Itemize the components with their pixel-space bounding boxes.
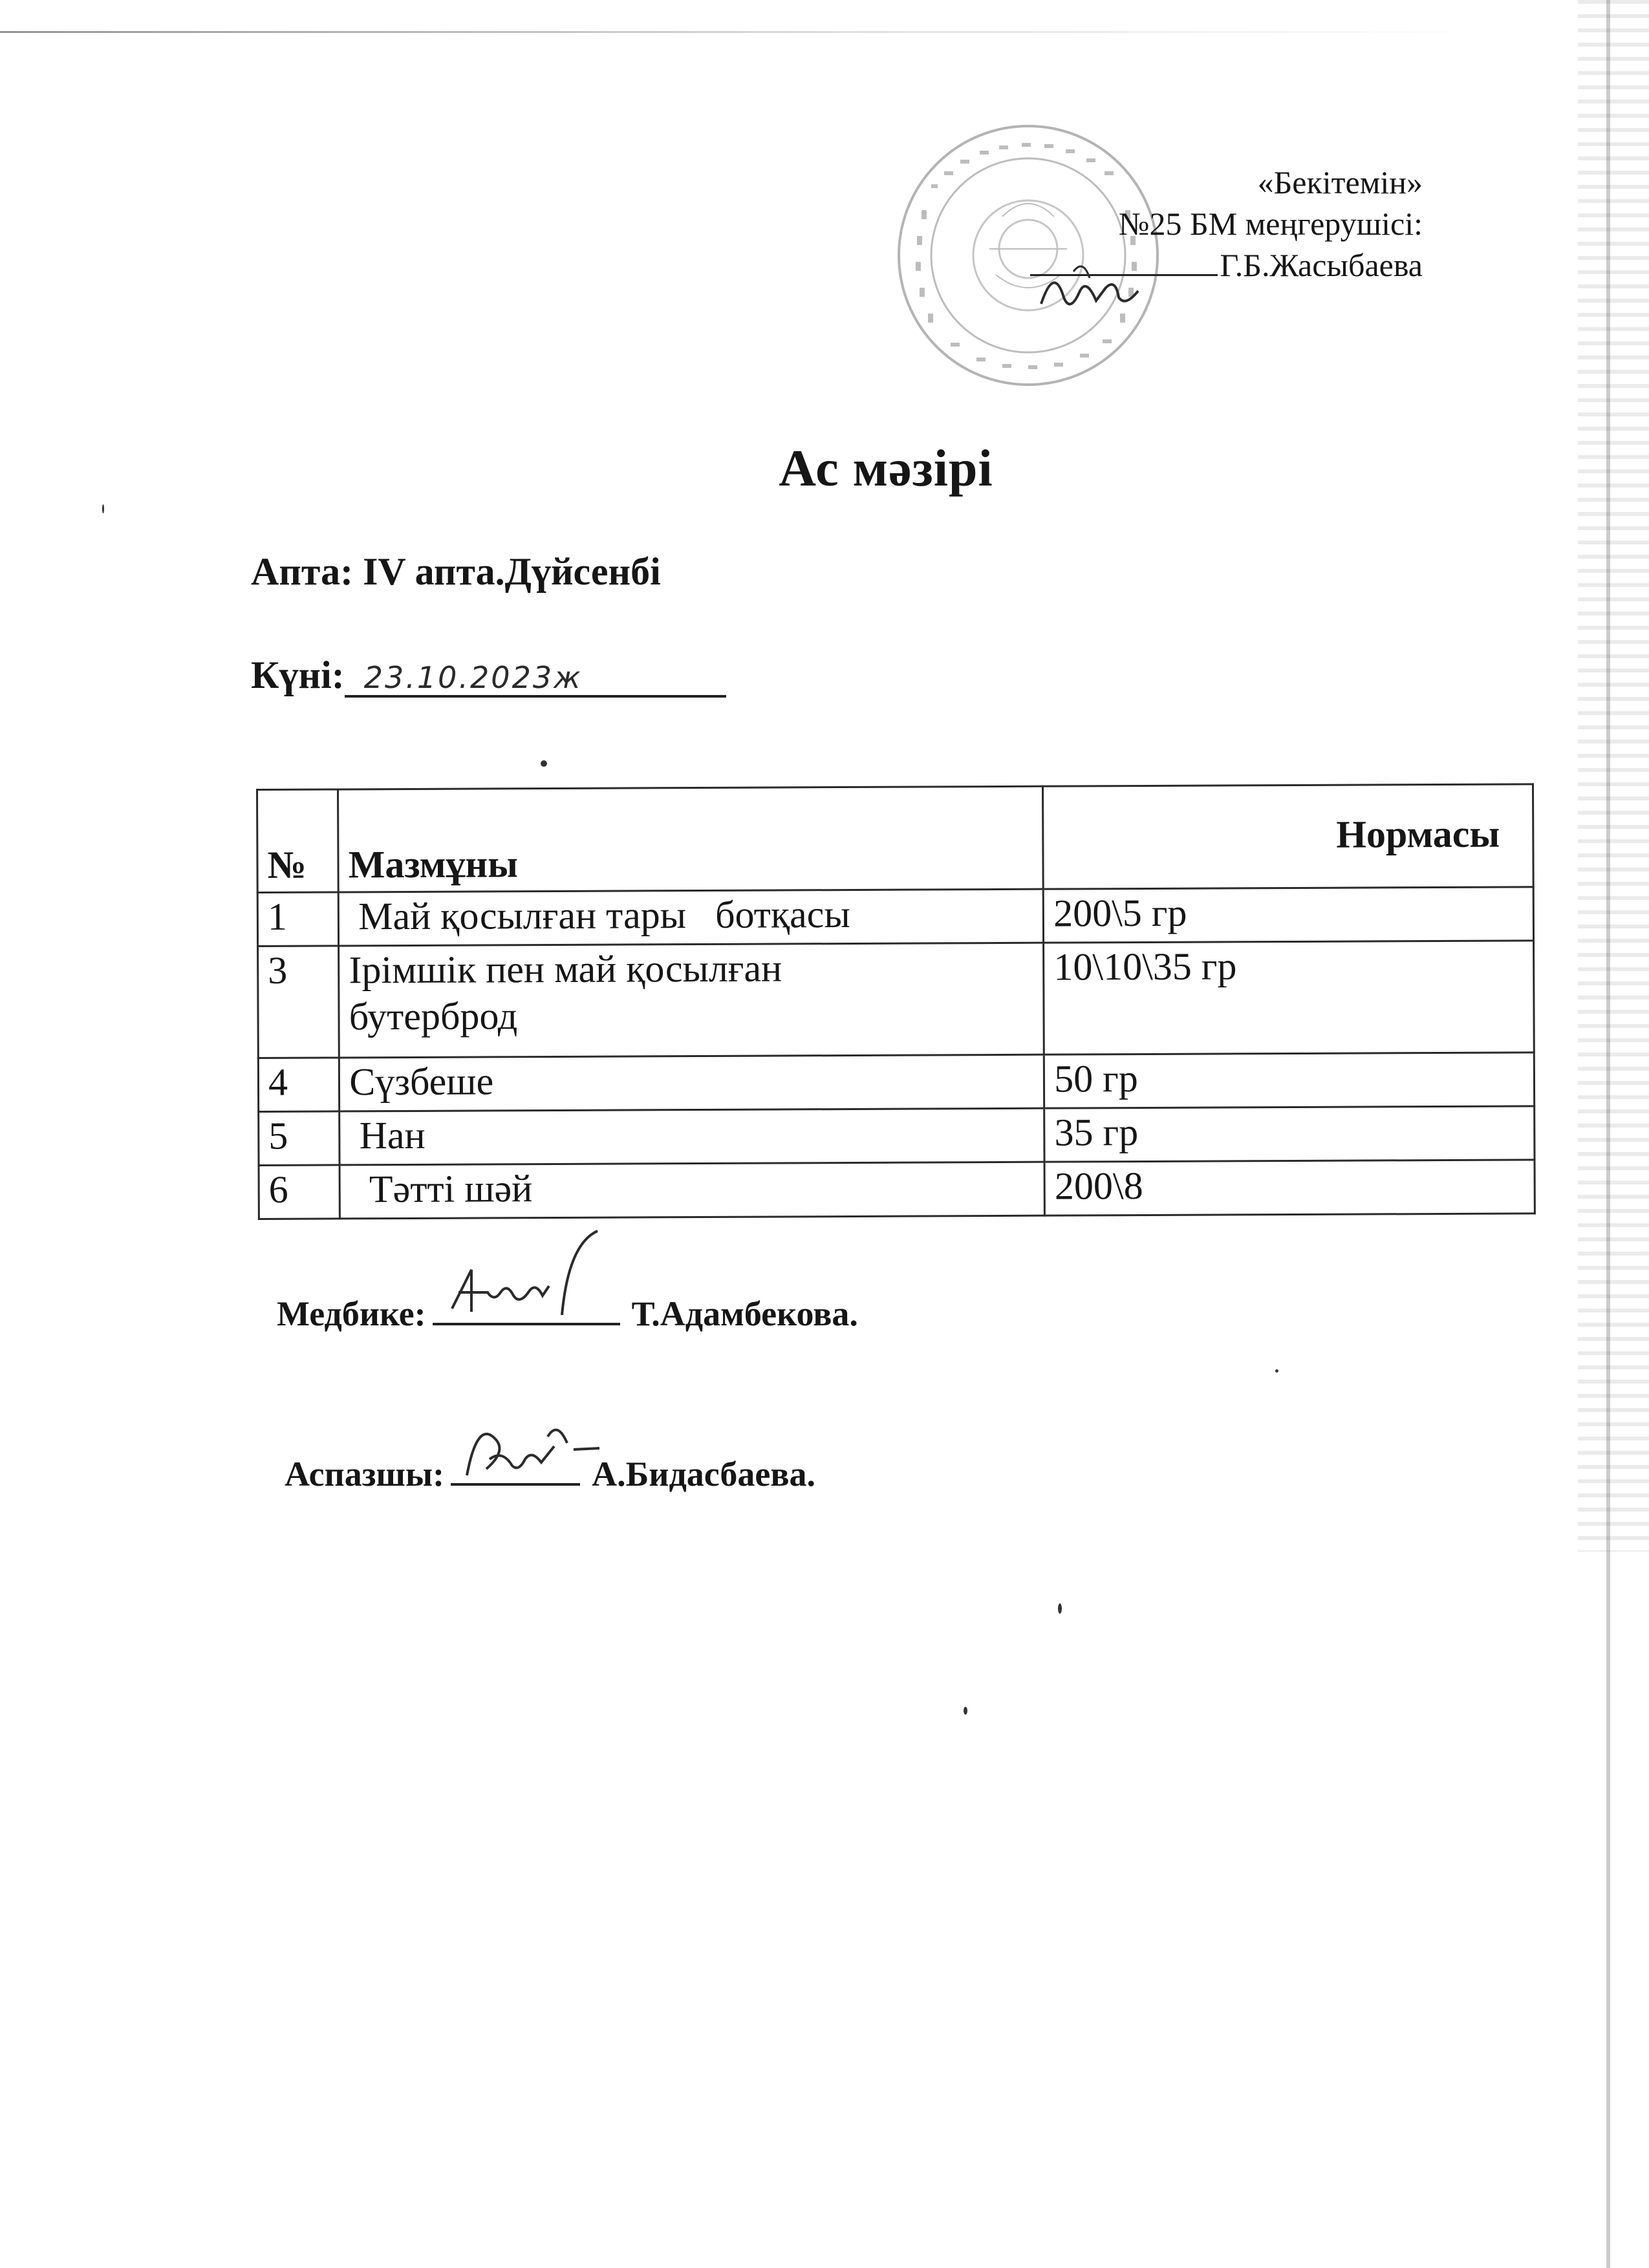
header-norm: Нормасы	[1043, 784, 1533, 889]
row-content: Май қосылған тары ботқасы	[338, 889, 1043, 946]
menu-table	[256, 783, 1536, 1220]
row-norm: 10\10\35 гр	[1044, 941, 1534, 1054]
row-content: Ірімшік пен май қосылған бутерброд	[339, 943, 1044, 1058]
nurse-label: Медбике:	[277, 1294, 426, 1333]
page-title	[0, 440, 1649, 498]
cook-label: Аспазшы:	[285, 1455, 445, 1493]
row-number: 3	[258, 946, 339, 1058]
row-content: Тәтті шәй	[339, 1162, 1044, 1219]
table-row	[258, 941, 1535, 1058]
header-number: №	[257, 789, 339, 893]
row-norm: 200\5 гр	[1043, 887, 1533, 943]
approval-title: «Бекітемін»	[1257, 164, 1423, 200]
row-number: 5	[259, 1111, 340, 1166]
scan-speck	[1275, 1369, 1278, 1373]
page-title-text: Ас мәзірі	[779, 440, 993, 497]
approval-signature-icon	[1035, 252, 1145, 317]
cook-signature-row	[285, 1453, 815, 1494]
date-row	[251, 653, 726, 698]
nurse-signature-row	[277, 1293, 858, 1334]
scan-edge-right	[1578, 0, 1649, 1552]
approval-position: №25 БМ меңгерушісі:	[1118, 206, 1423, 242]
table-row	[259, 1160, 1535, 1219]
scan-speck	[1058, 1603, 1062, 1614]
scan-speck	[541, 760, 547, 767]
table-row	[257, 887, 1533, 947]
nurse-signature-field	[433, 1293, 620, 1325]
cook-signature-field	[451, 1453, 580, 1486]
date-label: Күні:	[251, 654, 345, 696]
row-norm: 200\8	[1044, 1160, 1535, 1215]
table-row	[258, 1053, 1534, 1112]
nurse-name: Т.Адамбекова.	[631, 1294, 858, 1333]
table-header-row	[257, 784, 1534, 893]
scan-speck	[964, 1707, 967, 1715]
scan-edge-right-line	[1606, 0, 1610, 2268]
row-content: Сүзбеше	[339, 1054, 1044, 1111]
scan-edge-top	[0, 31, 1487, 33]
cook-signature-icon	[451, 1411, 606, 1488]
row-content: Нан	[339, 1108, 1044, 1165]
week-label: Апта: IV апта.Дүйсенбі	[251, 550, 661, 593]
approval-name: Г.Б.Жасыбаева	[1220, 247, 1423, 283]
nurse-signature-icon	[433, 1231, 620, 1328]
row-number: 4	[258, 1058, 339, 1112]
cook-name: А.Бидасбаева.	[592, 1455, 816, 1493]
table-row	[259, 1106, 1535, 1166]
date-value: 23.10.2023ж	[345, 660, 726, 698]
row-norm: 35 гр	[1044, 1106, 1535, 1162]
scan-speck	[102, 504, 104, 513]
row-number: 1	[257, 892, 339, 947]
row-norm: 50 гр	[1044, 1053, 1535, 1108]
row-number: 6	[259, 1165, 340, 1219]
header-content: Мазмұны	[338, 786, 1044, 892]
